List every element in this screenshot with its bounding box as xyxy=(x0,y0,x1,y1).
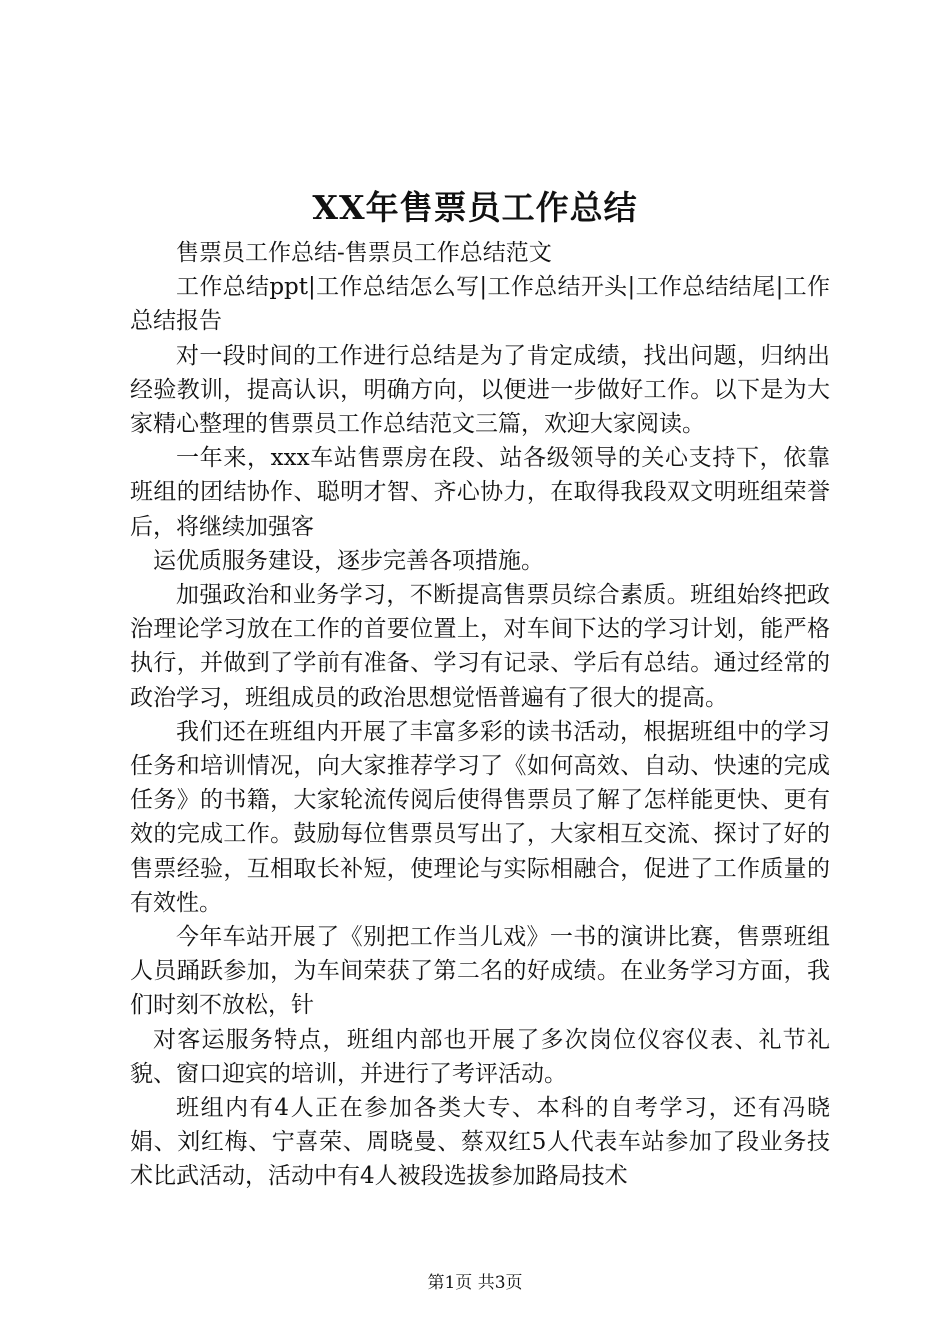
paragraph-training: 对客运服务特点，班组内部也开展了多次岗位仪容仪表、礼节礼貌、窗口迎宾的培训，并进行了考评活动。 xyxy=(130,1026,830,1087)
paragraph-year-summary: 一年来，xxx车站售票房在段、站各级领导的关心支持下，依靠班组的团结协作、聪明才智、齐心协力，在取得我段双文明班组荣誉后，将继续加强客 xyxy=(130,445,830,540)
paragraph-self-study: 班组内有4人正在参加各类大专、本科的自考学习，还有冯晓娟、刘红梅、宁喜荣、周晓曼、蔡双红5人代表车站参加了段业务技术比武活动，活动中有4人被段选拔参加路局技术 xyxy=(130,1095,830,1190)
document-body xyxy=(130,236,830,1194)
document-title: XX年售票员工作总结 xyxy=(312,188,638,227)
paragraph-service: 运优质服务建设，逐步完善各项措施。 xyxy=(153,547,544,574)
page-footer: 第1页 共3页 xyxy=(427,1273,523,1293)
paragraph-reading: 我们还在班组内开展了丰富多彩的读书活动，根据班组中的学习任务和培训情况，向大家推荐学习了《如何高效、自动、快速的完成任务》的书籍，大家轮流传阅后使得售票员了解了怎样能更快、更有效的完成工作。鼓励每位售票员写出了，大家相互交流、探讨了好的售票经验，互相取长补短，使理论与实际相融合，促进了工作质量的有效性。 xyxy=(130,718,830,916)
paragraph-subtitle: 售票员工作总结-售票员工作总结范文 xyxy=(176,240,552,266)
paragraph-study: 加强政治和业务学习，不断提高售票员综合素质。班组始终把政治理论学习放在工作的首要位置上，对车间下达的学习计划，能严格执行，并做到了学前有准备、学习有记录、学后有总结。通过经常的政治学习，班组成员的政治思想觉悟普遍有了很大的提高。 xyxy=(130,582,830,711)
paragraph-speech-contest: 今年车站开展了《别把工作当儿戏》一书的演讲比赛，售票班组人员踊跃参加，为车间荣获了第二名的好成绩。在业务学习方面，我们时刻不放松，针 xyxy=(130,924,830,1019)
paragraph-intro: 对一段时间的工作进行总结是为了肯定成绩，找出问题，归纳出经验教训，提高认识，明确方向，以便进一步做好工作。以下是为大家精心整理的售票员工作总结范文三篇，欢迎大家阅读。 xyxy=(130,342,830,438)
paragraph-keywords: 工作总结ppt|工作总结怎么写|工作总结开头|工作总结结尾|工作总结报告 xyxy=(130,274,830,335)
